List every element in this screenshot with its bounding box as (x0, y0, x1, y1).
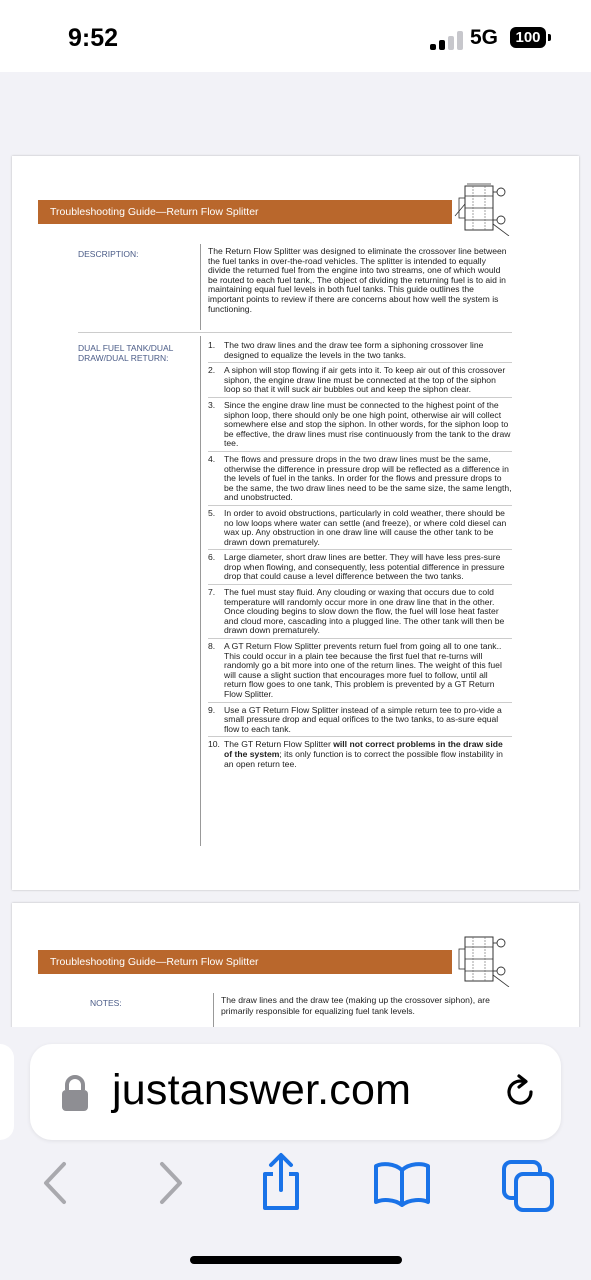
list-item: 10. The GT Return Flow Splitter will not correct problems in the draw side of the system; its only function is to correct the possible flow instability in an open return tee. (208, 739, 503, 769)
battery-icon: 100 (510, 27, 546, 48)
dual-fuel-tank-label: DUAL FUEL TANK/DUAL DRAW/DUAL RETURN: (78, 343, 174, 363)
back-icon[interactable] (38, 1158, 72, 1208)
list-item: 6. Large diameter, short draw lines are better. They will have less pres-sure drop when flowing, and consequently, less potential difference in pressure drop that could cause a level difference between the two tanks. (208, 553, 512, 585)
list-item: 9. Use a GT Return Flow Splitter instead of a simple return tee to pro-vide a small pressure drop and equal orifices to the two tanks, to as-sure equal flow to each tank. (208, 706, 512, 738)
url-text[interactable]: justanswer.com (112, 1066, 412, 1114)
list-item: 2. A siphon will stop flowing if air gets into it. To keep air out of this crossover siphon, the engine draw line must be connected at the top of the siphon loop so that it will suck air bubbles out and keep the siphon clear. (208, 366, 512, 398)
lock-icon (60, 1074, 90, 1112)
list-item: 4. The flows and pressure drops in the two draw lines must be the same, otherwise the difference in pressure drop will be reflected as a difference in the levels of fuel in the tanks. In order for the flows and pressure drops to be the same, the two draw lines need to be the same size, the same length, and unobstructed. (208, 455, 512, 506)
previous-tab-preview[interactable] (0, 1044, 14, 1140)
signal-icon (430, 30, 464, 50)
network-type: 5G (470, 26, 499, 49)
section-divider (200, 336, 201, 846)
reload-icon[interactable] (502, 1074, 538, 1110)
status-time: 9:52 (68, 24, 119, 52)
status-bar (0, 0, 591, 72)
document-page-1 (12, 156, 579, 890)
troubleshooting-list (208, 341, 512, 774)
tabs-icon[interactable] (500, 1158, 556, 1214)
section-divider (200, 244, 201, 330)
list-item: 7. The fuel must stay fluid. Any clouding or waxing that occurs due to cold temperature will randomly occur more in one draw line that in the other. Once clouding begins to slow down the flow, the fuel will lose heat faster and cloud more, cascading into a plugged line. The other tank will then be drawn down prematurely. (208, 588, 512, 639)
section-rule (78, 332, 512, 333)
splitter-diagram-icon (447, 180, 511, 236)
share-icon[interactable] (256, 1152, 306, 1212)
bookmarks-icon[interactable] (372, 1158, 432, 1208)
notes-text: The draw lines and the draw tee (making up the crossover siphon), are primarily responsible for equalizing fuel tank levels. (221, 995, 490, 1016)
battery-nub (548, 34, 551, 41)
splitter-diagram-icon (447, 931, 511, 987)
notes-label: NOTES: (90, 998, 122, 1008)
home-indicator[interactable] (190, 1256, 402, 1264)
address-bar[interactable] (30, 1044, 561, 1140)
list-item: 8. A GT Return Flow Splitter prevents return fuel from going all to one tank.. This could occur in a plain tee because the first fuel that re-turns will randomly go a bit more into one of the return lines. The weight of this fuel will cause a slight suction that encourages more fuel to follow, until all return flow goes to one tank, This problem is prevented by a GT Return Flow Splitter. (208, 642, 512, 703)
description-label: DESCRIPTION: (78, 249, 139, 259)
list-item: 1. The two draw lines and the draw tee form a siphoning crossover line designed to equalize the levels in the two tanks. (208, 341, 512, 363)
list-item: 3. Since the engine draw line must be connected to the highest point of the siphon loop, there should only be one high point, otherwise air will collect somewhere else and stop the siphon. In other words, for the siphon loop to be effective, the draw lines must rise continuously from the tank to the draw tee. (208, 401, 512, 452)
page-banner: Troubleshooting Guide—Return Flow Splitter (38, 950, 452, 974)
description-text: The Return Flow Splitter was designed to eliminate the crossover line between the fuel tanks in over-the-road vehicles. The splitter is intended to equally divide the returned fuel from the engine into two streams, one of which would be routed to each fuel tank,. The object of dividing the returning fuel is to aid in maintaining equal fuel levels in both fuel tanks. This guide outlines the important points to review if there are concerns about how well the system is functioning. (208, 246, 507, 314)
list-item: 5. In order to avoid obstructions, particularly in cold weather, there should be no low loops where water can settle (and freeze), or where cold diesel can wax up. Any obstruction in one draw line will cause the other tank to be drawn down prematurely. (208, 509, 512, 550)
page-banner: Troubleshooting Guide—Return Flow Splitter (38, 200, 452, 224)
forward-icon[interactable] (154, 1158, 188, 1208)
